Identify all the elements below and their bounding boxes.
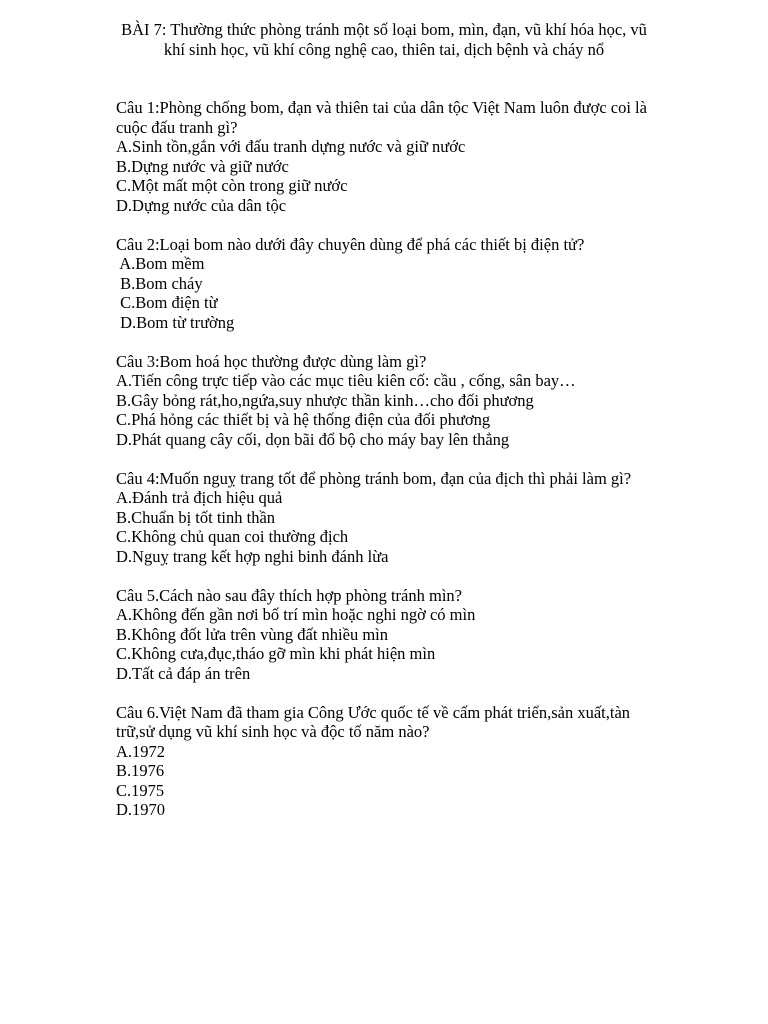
answer-option-a: A.Sinh tồn,gắn với đấu tranh dựng nước và giữ nước [116, 137, 466, 156]
answer-option-a: A.1972 [116, 741, 166, 761]
answer-option-d: D.Phát quang cây cối, dọn bãi đổ bộ cho máy bay lên thẳng [116, 429, 510, 449]
question-text: Câu 5.Cách nào sau đây thích hợp phòng tránh mìn? [116, 585, 462, 605]
answer-option-b: B.Bom cháy [116, 273, 203, 293]
answer-option-c: C.Không cưa,đục,tháo gỡ mìn khi phát hiện mìn [116, 644, 436, 663]
question-5 [116, 586, 656, 684]
question-6 [116, 703, 656, 820]
answer-options [116, 137, 656, 215]
answer-option-d: D.Nguỵ trang kết hợp nghi binh đánh lừa [116, 546, 389, 566]
answer-option-c: C.Một mất một còn trong giữ nước [116, 176, 348, 195]
answer-options [116, 254, 656, 332]
answer-option-b: B.Không đốt lửa trên vùng đất nhiều mìn [116, 624, 388, 644]
answer-options [116, 605, 656, 683]
question-text: Câu 6.Việt Nam đã tham gia Công Ước quốc tế về cấm phát triển,sản xuất,tàn trữ,sử dụng vũ khí sinh học và độc tố năm nào? [116, 702, 631, 741]
answer-option-b: B.1976 [116, 761, 165, 780]
question-text: Câu 4:Muốn nguỵ trang tốt để phòng tránh bom, đạn của địch thì phải làm gì? [116, 468, 632, 488]
answer-option-b: B.Dựng nước và giữ nước [116, 156, 289, 176]
answer-option-c: C.Không chủ quan coi thường địch [116, 527, 349, 546]
answer-option-a: A.Tiến công trực tiếp vào các mục tiêu kiên cố: cầu , cống, sân bay… [116, 371, 576, 390]
answer-options [116, 488, 656, 566]
answer-option-c: C.1975 [116, 780, 165, 800]
question-2 [116, 235, 656, 333]
answer-option-a: A.Đánh trả địch hiệu quả [116, 488, 283, 507]
question-text: Câu 1:Phòng chống bom, đạn và thiên tai của dân tộc Việt Nam luôn được coi là cuộc đấu tranh gì? [116, 98, 647, 137]
page-title: BÀI 7: Thường thức phòng tránh một số loại bom, mìn, đạn, vũ khí hóa học, vũ khí sinh học, vũ khí công nghệ cao, thiên tai, dịch bệnh và cháy nổ [121, 20, 647, 59]
question-1 [116, 98, 656, 215]
answer-options [116, 371, 656, 449]
answer-option-a: A.Không đến gần nơi bố trí mìn hoặc nghi ngờ có mìn [116, 605, 476, 624]
answer-option-a: A.Bom mềm [116, 254, 205, 273]
answer-option-b: B.Gây bỏng rát,ho,ngứa,suy nhược thần kinh…cho đối phương [116, 390, 534, 410]
question-3 [116, 352, 656, 450]
answer-option-b: B.Chuẩn bị tốt tinh thần [116, 507, 276, 527]
answer-option-c: C.Bom điện từ [116, 293, 218, 312]
answer-option-d: D.Tất cả đáp án trên [116, 663, 251, 683]
question-list [116, 98, 656, 839]
answer-option-d: D.1970 [116, 800, 166, 819]
answer-option-d: D.Bom từ trường [116, 312, 235, 332]
answer-options [116, 742, 656, 820]
question-text: Câu 2:Loại bom nào dưới đây chuyên dùng để phá các thiết bị điện tử? [116, 234, 585, 254]
question-text: Câu 3:Bom hoá học thường được dùng làm gì? [116, 351, 427, 371]
answer-option-d: D.Dựng nước của dân tộc [116, 195, 287, 215]
answer-option-c: C.Phá hỏng các thiết bị và hệ thống điện của đối phương [116, 410, 491, 429]
question-4 [116, 469, 656, 567]
